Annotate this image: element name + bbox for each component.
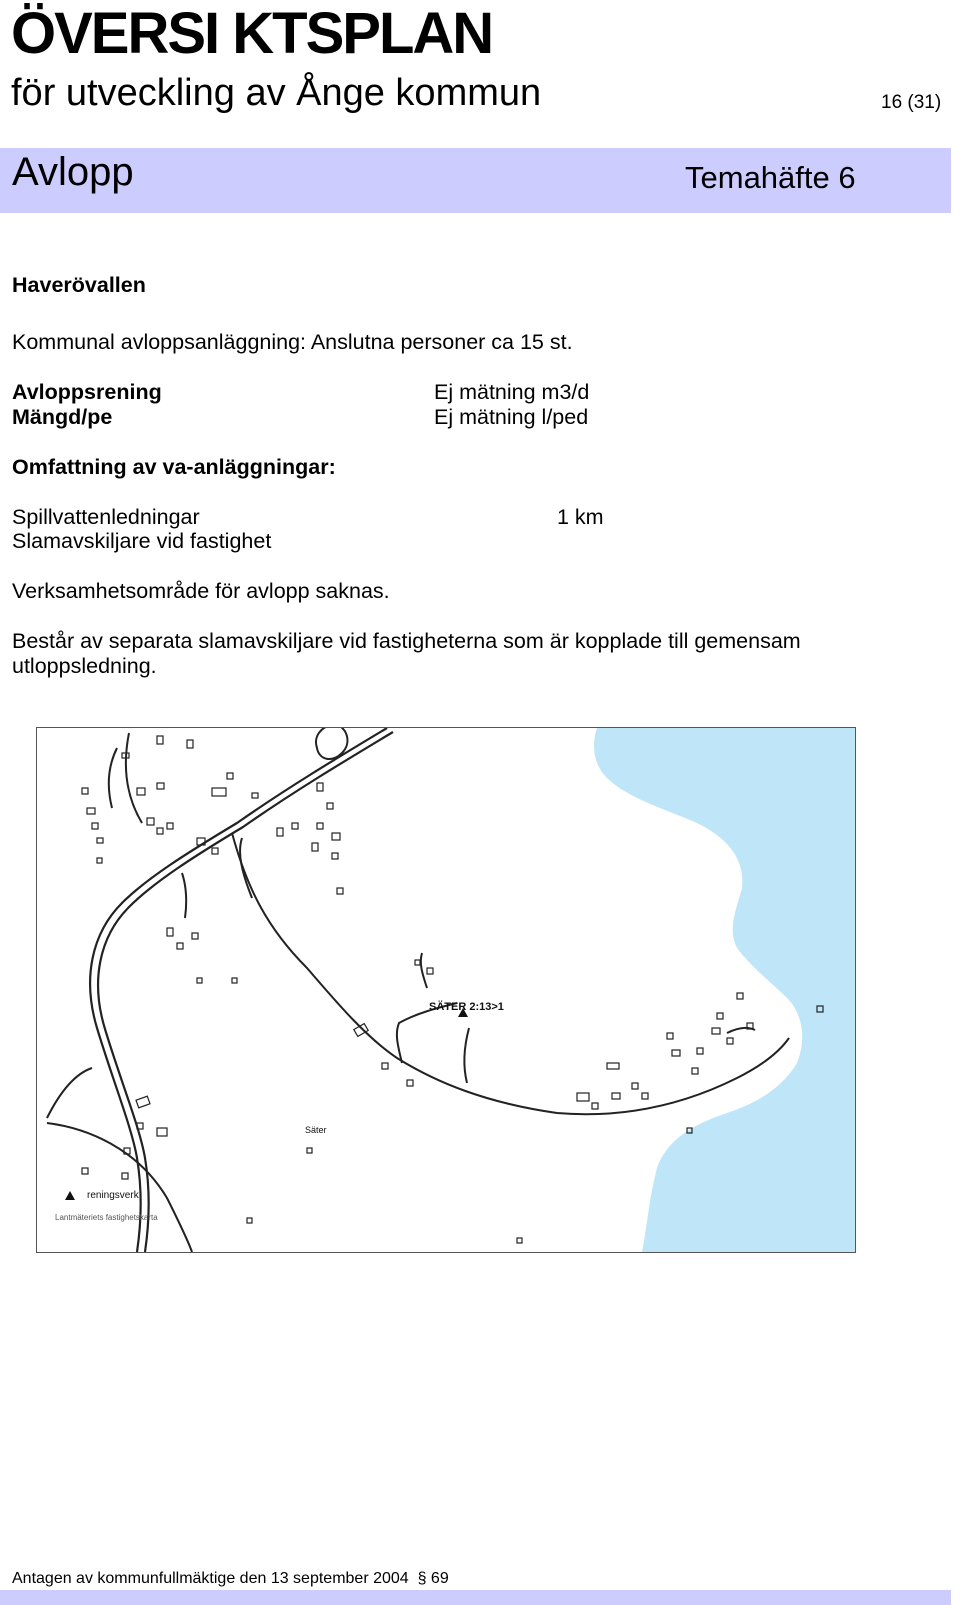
map-source-label: Lantmäteriets fastighetskarta <box>55 1213 158 1222</box>
property-label: SÄTER 2:13>1 <box>429 1001 504 1013</box>
document-subtitle: för utveckling av Ånge kommun <box>11 72 542 114</box>
main-road <box>90 728 393 1252</box>
amount-value: Ej mätning l/ped <box>434 405 589 429</box>
page-number: 16 (31) <box>881 92 942 113</box>
footer-adoption: Antagen av kommunfullmäktige den 13 september 2004 <box>12 1570 409 1587</box>
treatment-value: Ej mätning m3/d <box>434 380 590 404</box>
intro-text: Kommunal avloppsanläggning: Anslutna personer ca 15 st. <box>12 330 573 354</box>
footer-text <box>12 1570 449 1588</box>
footer-section: § 69 <box>417 1570 449 1587</box>
place-label: Säter <box>305 1125 327 1135</box>
sewer-lines-label: Spillvattenledningar <box>12 505 200 529</box>
theme-label: Temahäfte 6 <box>685 160 856 195</box>
septic-tank-label: Slamavskiljare vid fastighet <box>12 529 272 553</box>
map-drawing <box>37 728 855 1252</box>
property-map <box>36 727 856 1253</box>
area-heading: Haverövallen <box>12 273 146 297</box>
description-line-1: Består av separata slamavskiljare vid fastigheterna som är kopplade till gemensam <box>12 629 801 653</box>
plant-marker-icon <box>65 1191 75 1200</box>
footer-band <box>0 1590 951 1605</box>
lake-water <box>594 728 855 1252</box>
amount-label: Mängd/pe <box>12 405 113 429</box>
document-title: ÖVERSI KTSPLAN <box>11 1 493 66</box>
facilities-subheading: Omfattning av va-anläggningar: <box>12 455 336 479</box>
operating-area-text: Verksamhetsområde för avlopp saknas. <box>12 579 390 603</box>
description-line-2: utloppsledning. <box>12 654 157 678</box>
sewer-lines-value: 1 km <box>557 505 604 529</box>
treatment-label: Avloppsrening <box>12 380 162 404</box>
section-title: Avlopp <box>12 150 134 194</box>
plant-label: reningsverk <box>87 1190 139 1201</box>
